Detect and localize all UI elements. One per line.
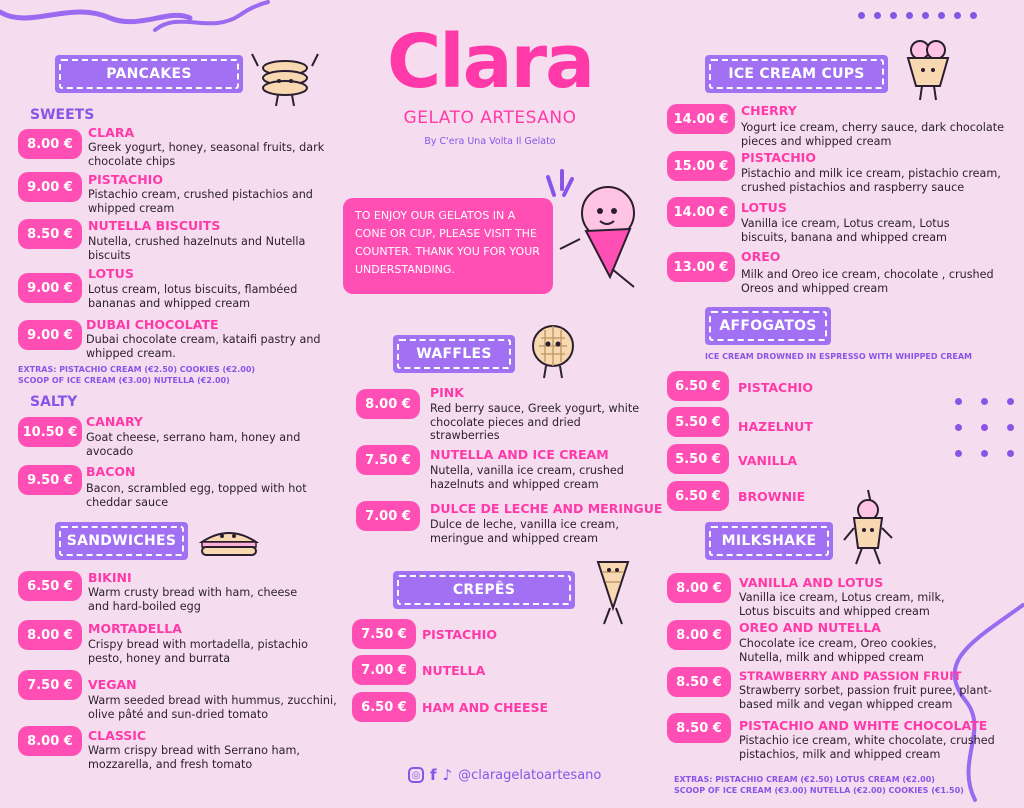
item-description: Yogurt ice cream, cherry sauce, dark chocolate pieces and whipped cream — [741, 121, 1005, 148]
item-name: CLARA — [88, 125, 135, 140]
item-name: PINK — [430, 385, 464, 400]
extras-line: SCOOP OF ICE CREAM (€3.00) NUTELLA (€2.00) COOKIES (€1.50) — [674, 786, 964, 795]
item-description: Nutella, crushed hazelnuts and Nutella biscuits — [88, 235, 306, 262]
decor-dot — [955, 424, 962, 431]
item-name: DUBAI CHOCOLATE — [86, 317, 219, 332]
item-description: Goat cheese, serrano ham, honey and avocado — [86, 431, 301, 458]
item-name: VANILLA — [738, 453, 798, 468]
decor-dot — [858, 12, 865, 19]
item-name: PISTACHIO AND WHITE CHOCOLATE — [739, 718, 988, 733]
extras-line: SCOOP OF ICE CREAM (€3.00) NUTELLA (€2.00) — [18, 376, 230, 385]
item-name: HAM AND CHEESE — [422, 700, 549, 715]
item-name: VEGAN — [88, 677, 137, 692]
price-tag: 6.50 € — [352, 692, 416, 722]
price-tag: 5.50 € — [667, 444, 729, 474]
price-tag: 7.50 € — [356, 445, 420, 475]
decor-dot — [970, 12, 977, 19]
ice-cream-mascot-icon — [540, 165, 660, 295]
item-name: BIKINI — [88, 570, 132, 585]
item-description: Crispy bread with mortadella, pistachio pesto, honey and burrata — [88, 638, 308, 665]
squiggle-decoration-top-center — [150, 0, 270, 40]
item-name: MORTADELLA — [88, 621, 182, 636]
social-links — [408, 766, 601, 784]
item-name: BACON — [86, 464, 136, 479]
decor-dot — [922, 12, 929, 19]
milkshake-header — [705, 522, 833, 560]
decor-dot — [954, 12, 961, 19]
price-tag: 5.50 € — [667, 407, 729, 437]
crepes-header — [393, 571, 575, 609]
milkshake-extras — [674, 774, 964, 796]
price-tag: 6.50 € — [667, 371, 729, 401]
pancakes-header — [55, 55, 243, 93]
cup-mascot-icon — [898, 36, 958, 102]
tiktok-icon[interactable]: ♪ — [442, 766, 453, 784]
cups-title: ICE CREAM CUPS — [709, 59, 884, 89]
item-description: Chocolate ice cream, Oreo cookies, Nutella, milk and whipped cream — [739, 637, 937, 664]
price-tag: 7.50 € — [18, 670, 82, 700]
item-name: LOTUS — [88, 266, 134, 281]
item-description: Pistachio and milk ice cream, pistachio cream, crushed pistachios and raspberry sauce — [741, 167, 1001, 194]
item-description: Vanilla ice cream, Lotus cream, milk, Lotus biscuits and whipped cream — [739, 591, 945, 618]
decor-dot — [955, 450, 962, 457]
extras-line: EXTRAS: PISTACHIO CREAM (€2.50) LOTUS CREAM (€2.00) — [674, 775, 935, 784]
counter-notice: TO ENJOY OUR GELATOS IN A CONE OR CUP, PLEASE VISIT THE COUNTER. THANK YOU FOR YOUR UNDERSTANDING. — [343, 198, 553, 294]
item-description: Vanilla ice cream, Lotus cream, Lotus biscuits, banana and whipped cream — [741, 217, 950, 244]
item-description: Pistachio ice cream, white chocolate, crushed pistachios, milk and whipped cream — [739, 734, 995, 761]
price-tag: 6.50 € — [18, 571, 82, 601]
cups-header — [705, 55, 888, 93]
salty-label: SALTY — [30, 394, 78, 410]
extras-line: EXTRAS: PISTACHIO CREAM (€2.50) COOKIES (€2.00) — [18, 365, 256, 374]
decor-dot — [1007, 398, 1014, 405]
price-tag: 8.00 € — [356, 389, 420, 419]
item-name: CHERRY — [741, 103, 797, 118]
item-name: NUTELLA — [422, 663, 486, 678]
social-handle[interactable]: @claragelatoartesano — [458, 767, 602, 783]
decor-dot — [981, 450, 988, 457]
price-tag: 7.00 € — [352, 655, 416, 685]
price-tag: 9.50 € — [18, 465, 82, 495]
item-name: OREO — [741, 249, 781, 264]
item-description: Dulce de leche, vanilla ice cream, meringue and whipped cream — [430, 518, 619, 545]
price-tag: 8.00 € — [667, 620, 731, 650]
decor-dot — [981, 398, 988, 405]
item-name: STRAWBERRY AND PASSION FRUIT — [739, 669, 962, 683]
waffles-header — [393, 335, 515, 373]
item-description: Pistachio cream, crushed pistachios and whipped cream — [88, 188, 313, 215]
item-name: CANARY — [86, 414, 143, 429]
item-description: Warm crusty bread with ham, cheese and hard-boiled egg — [88, 586, 298, 613]
facebook-icon[interactable]: f — [430, 766, 437, 784]
price-tag: 7.00 € — [356, 501, 420, 531]
price-tag: 9.00 € — [18, 273, 82, 303]
price-tag: 8.50 € — [667, 713, 731, 743]
price-tag: 10.50 € — [18, 417, 82, 447]
decor-dot — [981, 424, 988, 431]
item-name: CLASSIC — [88, 728, 147, 743]
item-description: Lotus cream, lotus biscuits, flambéed bananas and whipped cream — [88, 283, 298, 310]
item-description: Warm seeded bread with hummus, zucchini, olive pâté and sun-dried tomato — [88, 694, 337, 721]
price-tag: 8.00 € — [18, 726, 82, 756]
sweets-label: SWEETS — [30, 107, 95, 123]
item-description: Milk and Oreo ice cream, chocolate , crushed Oreos and whipped cream — [741, 268, 994, 295]
price-tag: 14.00 € — [667, 197, 735, 227]
price-tag: 13.00 € — [667, 252, 735, 282]
item-name: NUTELLA AND ICE CREAM — [430, 447, 609, 462]
price-tag: 7.50 € — [352, 619, 416, 649]
brand-byline: By C'era Una Volta Il Gelato — [424, 136, 556, 147]
price-tag: 8.50 € — [18, 219, 82, 249]
decor-dot — [1007, 424, 1014, 431]
decor-dot — [938, 12, 945, 19]
pancakes-extras — [18, 364, 255, 386]
item-name: DULCE DE LECHE AND MERINGUE — [430, 501, 663, 516]
item-description: Greek yogurt, honey, seasonal fruits, dark chocolate chips — [88, 141, 325, 168]
affogatos-subtitle: ICE CREAM DROWNED IN ESPRESSO WITH WHIPPED CREAM — [705, 352, 972, 361]
item-name: NUTELLA BISCUITS — [88, 218, 221, 233]
item-description: Dubai chocolate cream, kataifi pastry and whipped cream. — [86, 333, 321, 360]
decor-dot — [906, 12, 913, 19]
instagram-icon[interactable]: ◎ — [408, 767, 424, 783]
price-tag: 8.50 € — [667, 667, 731, 697]
milkshake-mascot-icon — [842, 488, 894, 568]
item-description: Bacon, scrambled egg, topped with hot cheddar sauce — [86, 482, 307, 509]
price-tag: 6.50 € — [667, 481, 729, 511]
waffle-mascot-icon — [528, 322, 578, 380]
item-description: Nutella, vanilla ice cream, crushed hazelnuts and whipped cream — [430, 464, 624, 491]
sandwiches-header — [55, 522, 188, 560]
sandwiches-title: SANDWICHES — [59, 526, 184, 556]
price-tag: 14.00 € — [667, 104, 735, 134]
price-tag: 15.00 € — [667, 151, 735, 181]
milkshake-title: MILKSHAKE — [709, 526, 829, 556]
brand-logo-text: Clara — [386, 19, 594, 105]
item-name: PISTACHIO — [88, 172, 163, 187]
item-name: OREO AND NUTELLA — [739, 620, 881, 635]
item-description: Strawberry sorbet, passion fruit puree, plant-based milk and vegan whipped cream — [739, 684, 992, 711]
item-name: HAZELNUT — [738, 419, 813, 434]
brand-block — [350, 19, 630, 147]
decor-dot — [955, 398, 962, 405]
decor-dot — [890, 12, 897, 19]
item-description: Warm crispy bread with Serrano ham, mozzarella, and fresh tomato — [88, 744, 300, 771]
price-tag: 9.00 € — [18, 172, 82, 202]
item-name: PISTACHIO — [738, 380, 813, 395]
sandwich-icon — [198, 524, 260, 560]
item-name: BROWNIE — [738, 489, 806, 504]
pancake-mascot-icon — [250, 48, 320, 108]
price-tag: 8.00 € — [18, 129, 82, 159]
decor-dot — [1007, 450, 1014, 457]
crepes-title: CREPÊS — [397, 575, 571, 605]
item-name: LOTUS — [741, 200, 787, 215]
item-name: VANILLA AND LOTUS — [739, 575, 884, 590]
crepe-mascot-icon — [588, 556, 638, 628]
pancakes-title: PANCAKES — [59, 59, 239, 89]
affogatos-header — [705, 307, 831, 345]
affogatos-title: AFFOGATOS — [709, 311, 827, 341]
price-tag: 9.00 € — [18, 320, 82, 350]
item-description: Red berry sauce, Greek yogurt, white chocolate pieces and dried strawberries — [430, 402, 640, 442]
item-name: PISTACHIO — [741, 150, 816, 165]
item-name: PISTACHIO — [422, 627, 497, 642]
waffles-title: WAFFLES — [397, 339, 511, 369]
price-tag: 8.00 € — [667, 573, 731, 603]
price-tag: 8.00 € — [18, 620, 82, 650]
decor-dot — [874, 12, 881, 19]
brand-subtitle: GELATO ARTESANO — [403, 108, 577, 128]
